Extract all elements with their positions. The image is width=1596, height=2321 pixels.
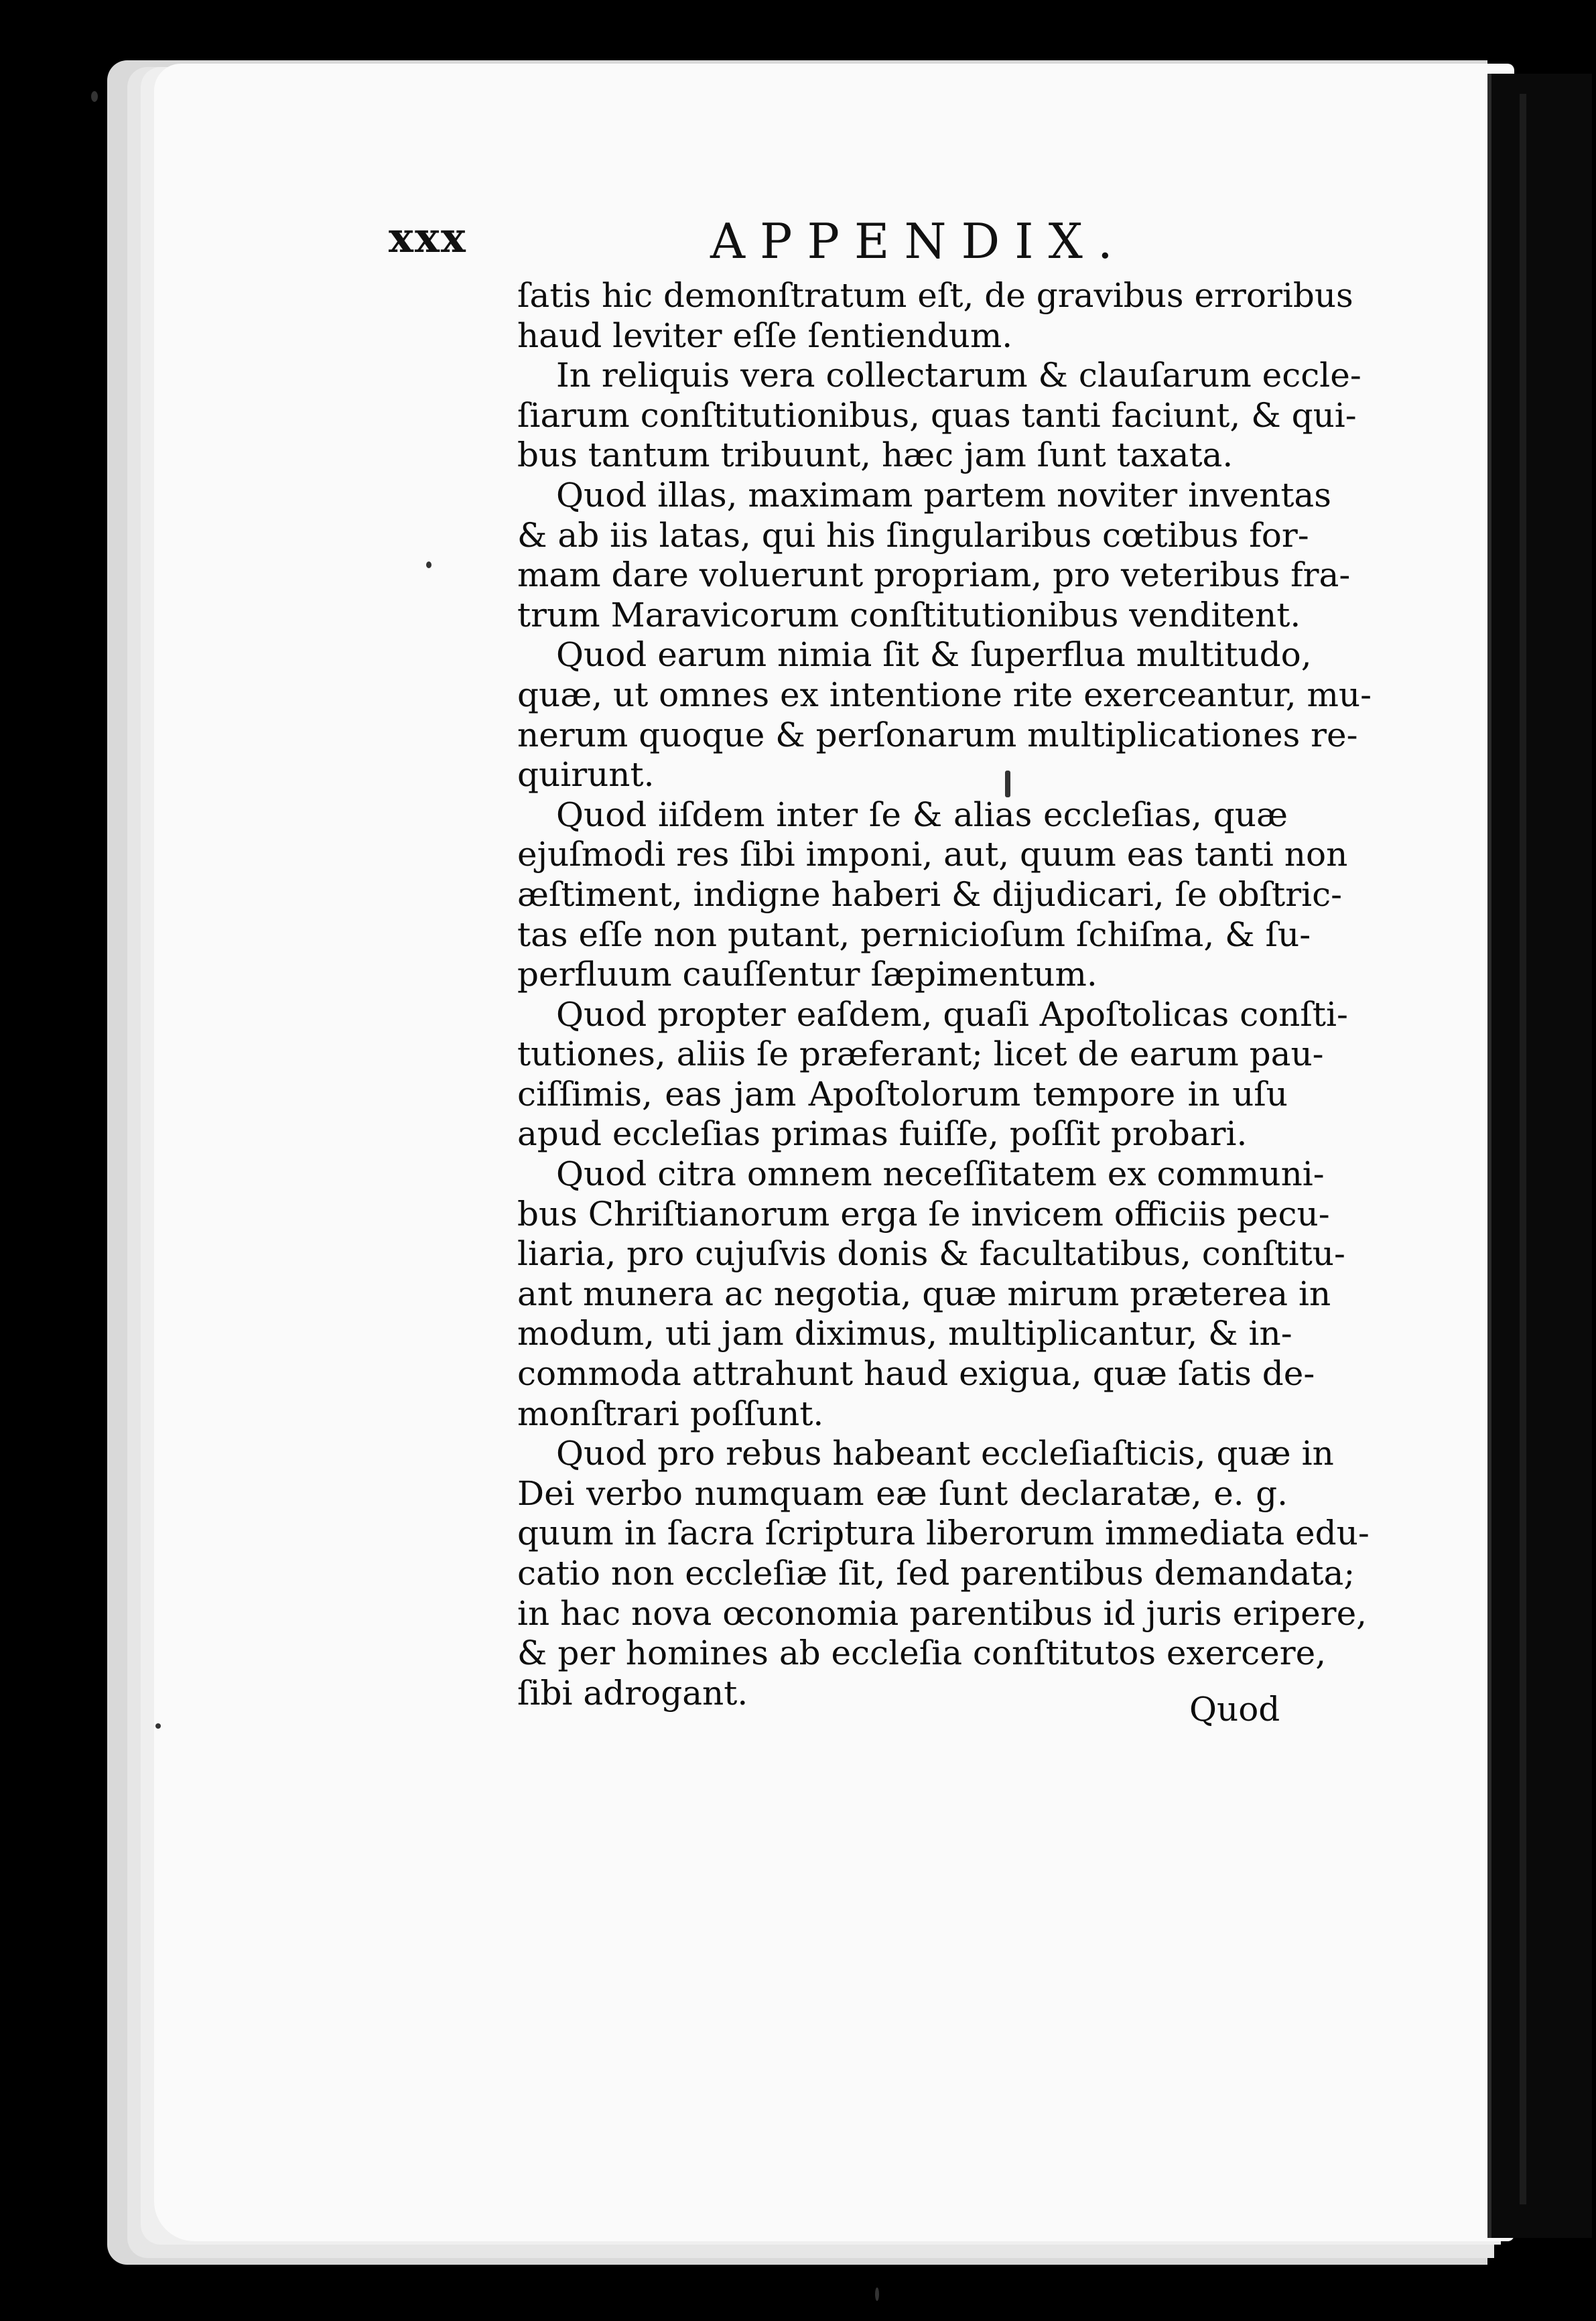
text-line: & per homines ab eccleſia conſtitutos exercere, (517, 1634, 1327, 1673)
ink-speck (875, 2287, 879, 2301)
paragraph (517, 994, 1348, 1154)
text-line: bus tantum tribuunt, hæc jam ſunt taxata. (517, 436, 1234, 475)
text-line: nerum quoque & perſonarum multiplicationes re- (517, 715, 1358, 754)
paragraph (517, 276, 1353, 356)
text-line: trum Maravicorum conſtitutionibus venditent. (517, 595, 1301, 635)
text-line: quirunt. (517, 755, 655, 795)
text-line: quum in ſacra ſcriptura liberorum immediata edu- (517, 1514, 1370, 1553)
text-line: catio non eccleſiæ ſit, ſed parentibus demandata; (517, 1554, 1355, 1593)
text-line: In reliquis vera collectarum & clauſarum eccle- (556, 356, 1361, 395)
text-line: ſiarum conſtitutionibus, quas tanti faciunt, & qui- (517, 395, 1357, 435)
text-line: ſibi adrogant. (517, 1673, 748, 1713)
text-line: haud leviter eſſe ſentiendum. (517, 316, 1013, 355)
paragraph (517, 795, 1348, 995)
text-line: mam dare voluerunt propriam, pro veteribus fra- (517, 555, 1351, 595)
book-binding (1487, 74, 1592, 2238)
text-line: modum, uti jam diximus, multiplicantur, & in- (517, 1314, 1292, 1353)
text-line: & ab iis latas, qui his ſingularibus cœtibus for- (517, 515, 1309, 555)
page-number: xxx (389, 213, 467, 262)
text-line: Quod illas, maximam partem noviter inventas (556, 475, 1331, 515)
text-line: monſtrari poſſunt. (517, 1394, 824, 1433)
paragraph (517, 1434, 1370, 1713)
text-line: ſatis hic demonſtratum eſt, de gravibus erroribus (517, 276, 1353, 315)
text-line: ejuſmodi res ſibi imponi, aut, quum eas tanti non (517, 835, 1348, 874)
text-line: Quod iiſdem inter ſe & alias eccleſias, quæ (556, 795, 1288, 834)
text-line: ant munera ac negotia, quæ mirum præterea in (517, 1274, 1331, 1313)
text-line: Quod citra omnem neceſſitatem ex communi- (556, 1154, 1325, 1194)
paragraph (517, 475, 1351, 635)
text-line: perfluum cauſſentur ſæpimentum. (517, 955, 1098, 994)
text-line: Quod pro rebus habeant eccleſiaſticis, quæ in (556, 1434, 1334, 1473)
text-line: apud eccleſias primas fuiſſe, poſſit probari. (517, 1114, 1248, 1154)
body-text (517, 276, 1372, 1713)
paragraph (517, 356, 1361, 476)
text-line: Quod earum nimia ſit & ſuperflua multitudo, (556, 635, 1312, 675)
ink-speck (155, 1723, 161, 1729)
text-line: æſtiment, indigne haberi & dijudicari, ſe obſtric- (517, 874, 1343, 914)
catchword: Quod (1189, 1690, 1280, 1729)
text-line: liaria, pro cujuſvis donis & facultatibus, conſtitu- (517, 1234, 1345, 1274)
text-line: ciſſimis, eas jam Apoſtolorum tempore in uſu (517, 1074, 1288, 1114)
text-line: in hac nova œconomia parentibus id juris eripere, (517, 1593, 1368, 1633)
text-line: quæ, ut omnes ex intentione rite exerceantur, mu- (517, 675, 1372, 714)
ink-speck (91, 91, 98, 102)
text-line: Dei verbo numquam eæ ſunt declaratæ, e. g. (517, 1473, 1288, 1513)
binding-crease (1520, 94, 1526, 2204)
running-title: APPENDIX. (710, 213, 1128, 269)
text-line: bus Chriſtianorum erga ſe invicem officiis pecu- (517, 1194, 1330, 1234)
text-line: tas eſſe non putant, pernicioſum ſchiſma, & ſu- (517, 915, 1311, 954)
paragraph (517, 1154, 1345, 1434)
text-line: tutiones, aliis ſe præferant; licet de earum pau- (517, 1035, 1324, 1074)
running-head (389, 213, 1152, 273)
ink-speck (426, 561, 431, 568)
text-line: Quod propter eaſdem, quaſi Apoſtolicas conſti- (556, 994, 1348, 1034)
text-line: commoda attrahunt haud exigua, quæ ſatis de- (517, 1354, 1315, 1394)
paragraph (517, 635, 1372, 795)
